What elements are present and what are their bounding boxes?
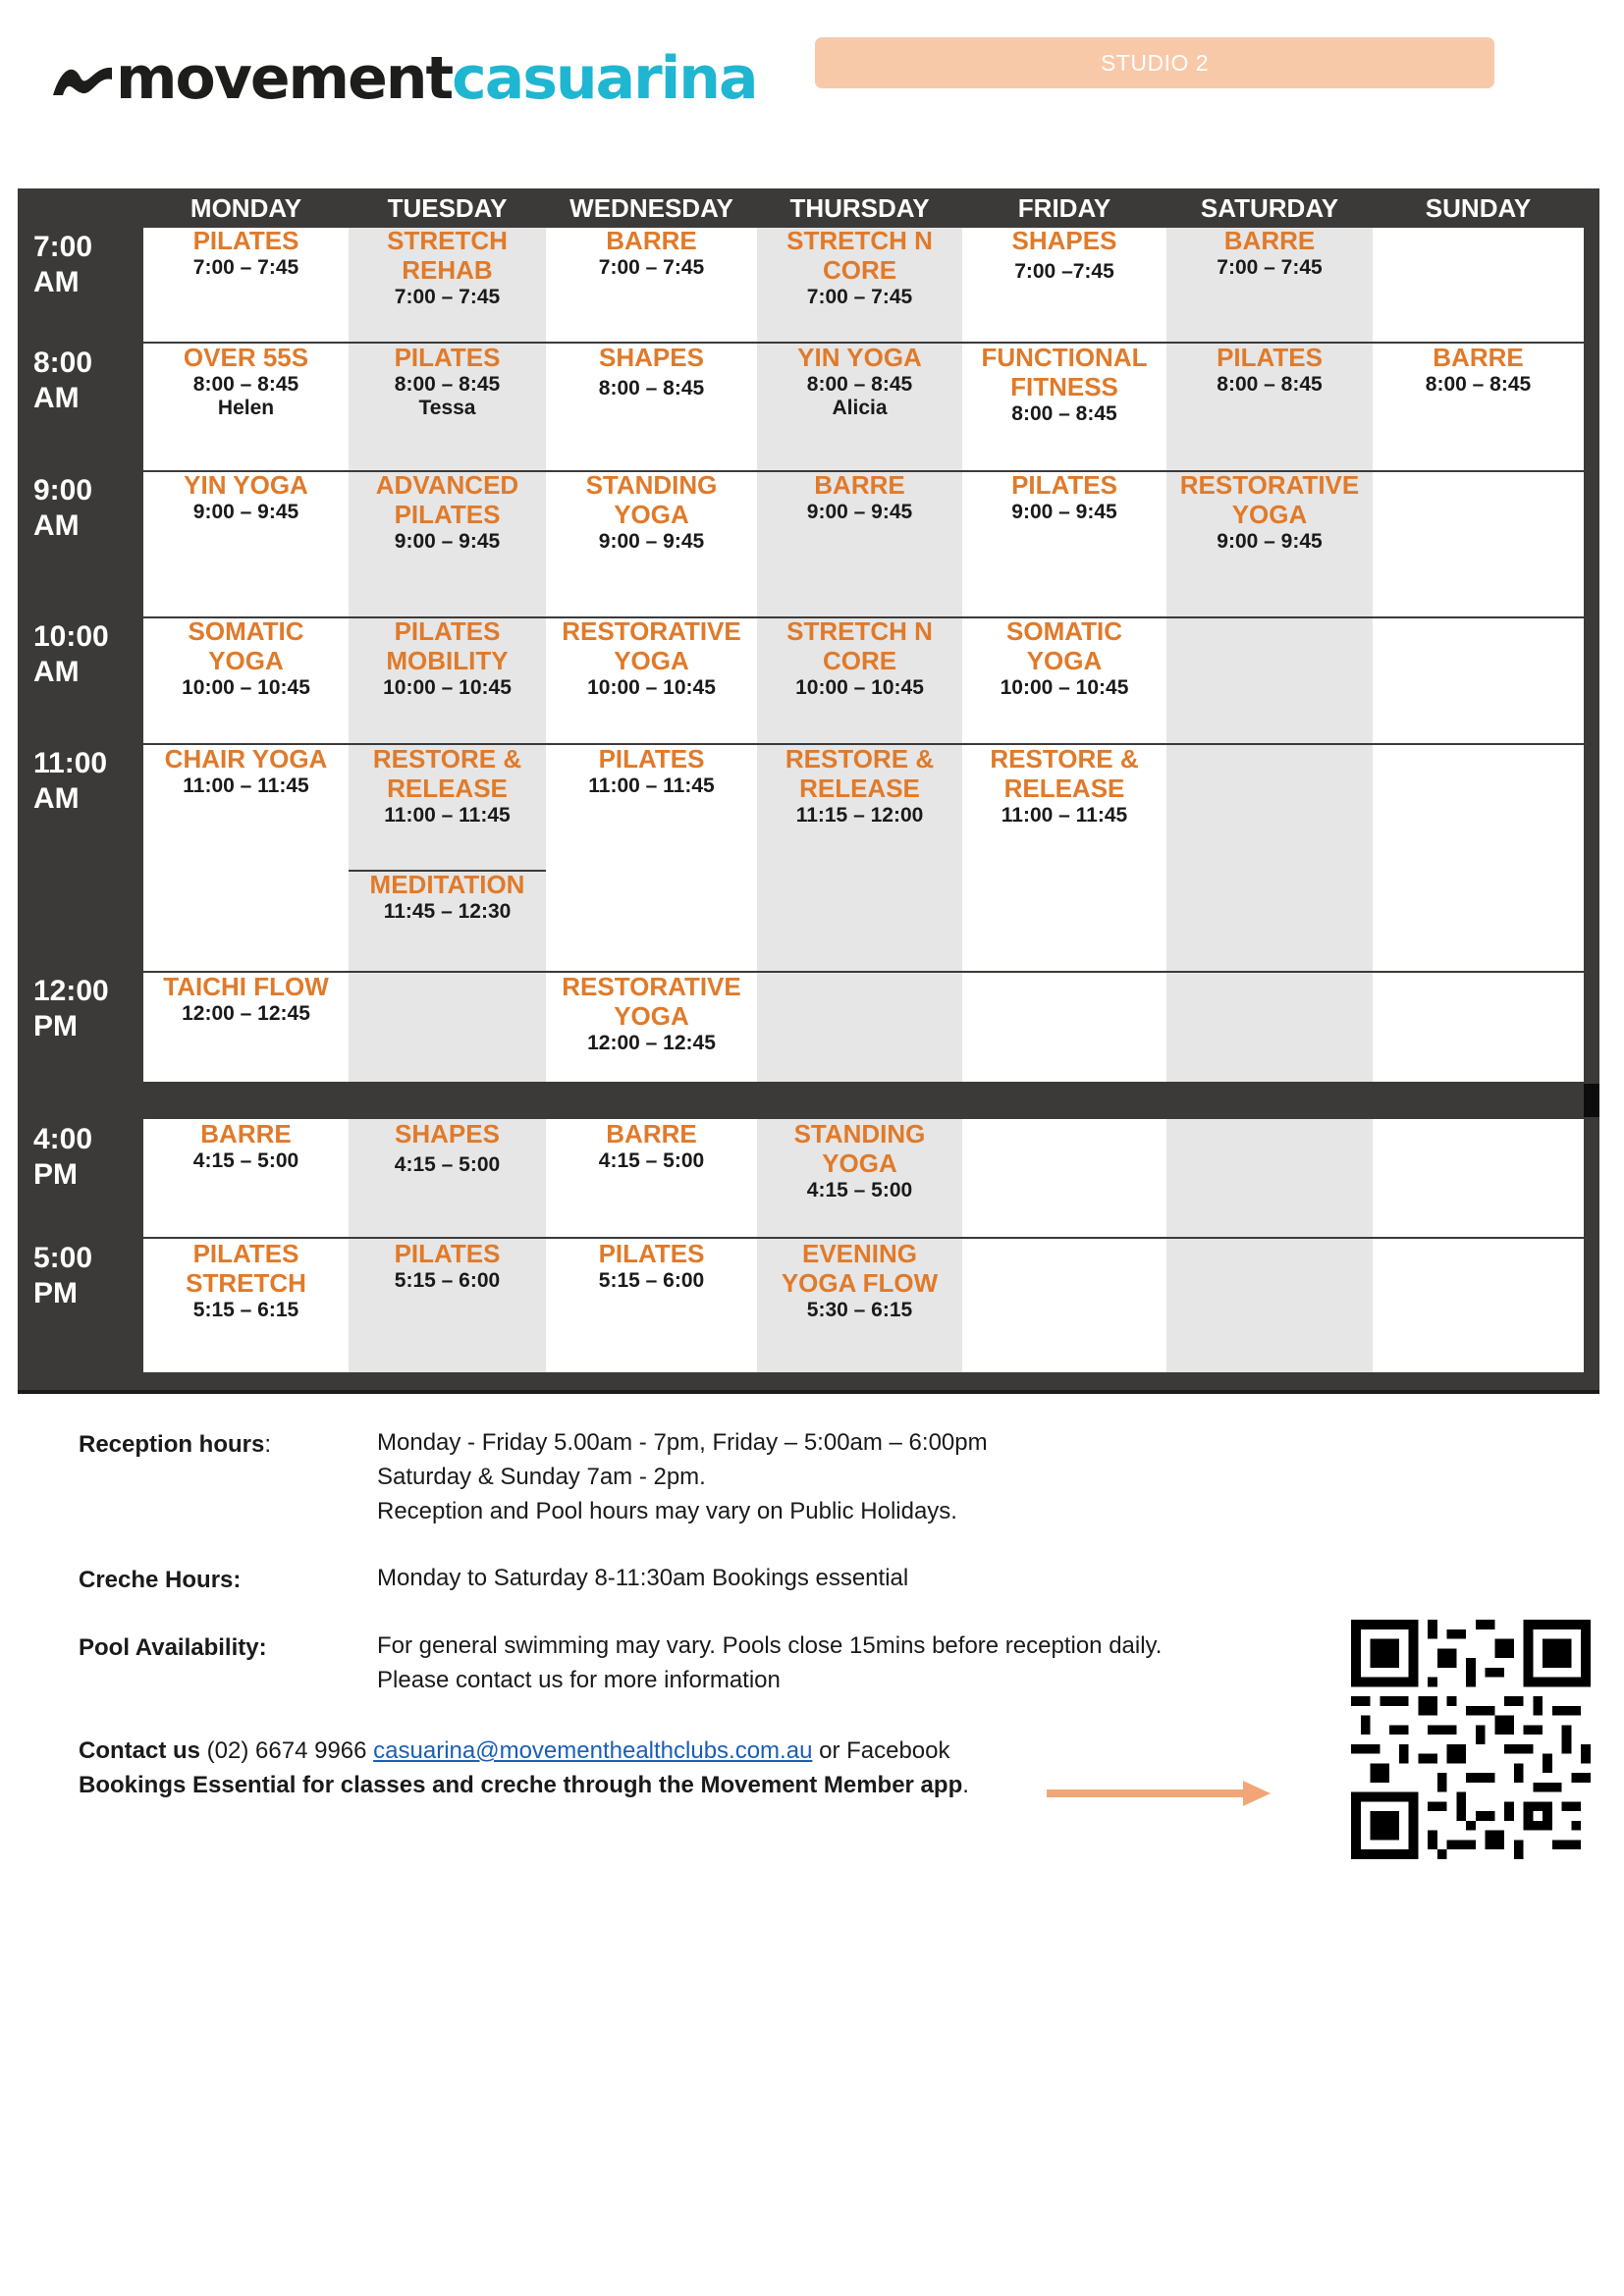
day-header-wednesday: WEDNESDAY [569, 192, 733, 223]
class-sun-8[interactable] [1373, 343, 1584, 397]
reception-label [79, 1431, 271, 1459]
class-name: STANDING [793, 1119, 926, 1148]
reception-line-1: Monday - Friday 5.00am - 7pm, Friday – 5:00am – 6:00pm [377, 1429, 988, 1456]
class-name: YOGA [1231, 500, 1308, 529]
class-time: 12:00 – 12:45 [182, 1002, 310, 1025]
class-thu-4[interactable] [757, 1119, 962, 1202]
class-mon-7[interactable] [143, 226, 349, 280]
class-name: FUNCTIONAL [981, 343, 1148, 372]
contact-email-link[interactable]: casuarina@movementhealthclubs.com.au [373, 1737, 813, 1764]
class-time: 11:00 – 11:45 [183, 774, 309, 797]
class-tue-7[interactable] [349, 226, 546, 309]
class-mon-9[interactable] [143, 470, 349, 524]
time-label-10am [33, 619, 109, 690]
class-wed-5[interactable] [546, 1239, 757, 1293]
class-tue-meditation[interactable] [349, 870, 546, 924]
class-name: TAICHI FLOW [163, 972, 329, 1001]
bookings-dot: . [962, 1772, 969, 1798]
class-fri-8[interactable] [962, 343, 1166, 426]
class-mon-10[interactable] [143, 616, 349, 700]
class-name: SHAPES [395, 1119, 500, 1148]
time-period: AM [33, 382, 80, 414]
time-hour: 11:00 [33, 747, 108, 779]
time-period: AM [33, 782, 80, 815]
brand-word-casuarina: casuarina [452, 44, 757, 113]
class-name: BARRE [1433, 343, 1524, 372]
class-name: STANDING [585, 470, 718, 500]
class-name: PILATES [394, 616, 501, 646]
class-name: YOGA [614, 646, 689, 675]
day-header-saturday: SATURDAY [1200, 192, 1339, 223]
class-time: 8:00 – 8:45 [1011, 402, 1117, 425]
creche-hours: Monday to Saturday 8-11:30am Bookings essential [377, 1565, 909, 1591]
column-saturday [1166, 228, 1373, 1372]
pool-availability [377, 1629, 1162, 1697]
bookings-line [79, 1768, 969, 1802]
time-hour: 9:00 [33, 474, 93, 507]
class-tue-4[interactable] [349, 1119, 546, 1177]
class-time: 5:15 – 6:00 [598, 1269, 705, 1292]
day-header-tuesday: TUESDAY [387, 192, 508, 223]
class-name: STRETCH N [786, 616, 933, 646]
class-name: PILATES [598, 1239, 705, 1268]
class-tue-5[interactable] [349, 1239, 546, 1293]
class-name: YOGA [1026, 646, 1103, 675]
contact-line [79, 1734, 969, 1768]
class-time: 7:00 – 7:45 [1217, 256, 1323, 279]
class-time: 9:00 – 9:45 [806, 501, 913, 523]
class-name: PILATES [192, 226, 299, 255]
class-thu-10[interactable] [757, 616, 962, 700]
class-name: SOMATIC [188, 616, 304, 646]
class-wed-10[interactable] [546, 616, 757, 700]
class-time: 7:00 – 7:45 [394, 286, 501, 308]
class-fri-7[interactable] [962, 226, 1166, 284]
pool-line-1: For general swimming may vary. Pools close 15mins before reception daily. [377, 1632, 1163, 1659]
class-name: STRETCH N [786, 226, 933, 255]
class-name: RELEASE [799, 774, 920, 803]
class-mon-4[interactable] [143, 1119, 349, 1173]
midday-gap-end [1584, 1084, 1599, 1117]
time-hour: 4:00 [33, 1123, 93, 1155]
class-time: 10:00 – 10:45 [383, 676, 512, 699]
class-time: 11:00 – 11:45 [588, 774, 715, 797]
class-mon-8[interactable] [143, 343, 349, 420]
class-time: 8:00 – 8:45 [806, 373, 913, 396]
row-divider [18, 870, 143, 872]
class-name: PILATES [394, 343, 501, 372]
class-time: 11:00 – 11:45 [384, 804, 511, 827]
class-wed-9[interactable] [546, 470, 757, 554]
class-time: 11:00 – 11:45 [1001, 804, 1128, 827]
time-label-4pm [33, 1122, 92, 1193]
class-time: 4:15 – 5:00 [192, 1149, 299, 1172]
class-name: PILATES [192, 1239, 299, 1268]
time-label-7am [33, 230, 92, 300]
class-thu-8[interactable] [757, 343, 962, 420]
class-name: SOMATIC [1006, 616, 1122, 646]
class-name: RESTORE & [372, 744, 522, 774]
class-name: CORE [822, 255, 897, 285]
class-time: 7:00 – 7:45 [192, 256, 299, 279]
class-name: ADVANCED [375, 470, 519, 500]
class-name: MEDITATION [369, 870, 525, 899]
class-tue-10[interactable] [349, 616, 546, 700]
class-time: 4:15 – 5:00 [598, 1149, 705, 1172]
time-label-12pm [33, 974, 109, 1044]
class-name: YIN YOGA [184, 470, 308, 500]
class-time: 12:00 – 12:45 [587, 1032, 716, 1054]
class-name: RESTORATIVE [1179, 470, 1360, 500]
time-hour: 7:00 [33, 231, 93, 263]
day-header-friday: FRIDAY [1017, 192, 1111, 223]
contact-phone: (02) 6674 9966 [200, 1737, 374, 1764]
class-name: YOGA [822, 1148, 897, 1178]
class-sat-8[interactable] [1166, 343, 1373, 397]
class-wed-4[interactable] [546, 1119, 757, 1173]
class-time: 9:00 – 9:45 [192, 501, 299, 523]
timetable-bottom-border [18, 1390, 1599, 1394]
class-thu-9[interactable] [757, 470, 962, 524]
contact-block [79, 1734, 969, 1802]
class-name: BARRE [814, 470, 905, 500]
class-name: RELEASE [1003, 774, 1125, 803]
time-period: PM [33, 1277, 78, 1309]
class-name: STRETCH [387, 226, 508, 255]
time-label-8am [33, 346, 92, 416]
time-hour: 8:00 [33, 347, 93, 379]
day-header-monday: MONDAY [189, 192, 302, 223]
reception-line-2: Saturday & Sunday 7am - 2pm. [377, 1464, 706, 1490]
reception-hours [377, 1425, 988, 1528]
reception-line-3: Reception and Pool hours may vary on Public Holidays. [377, 1498, 957, 1524]
class-name: RELEASE [387, 774, 508, 803]
class-thu-5[interactable] [757, 1239, 962, 1322]
class-name: YIN YOGA [797, 343, 922, 372]
creche-label: Creche Hours: [79, 1567, 242, 1593]
class-name: PILATES [1217, 343, 1323, 372]
class-name: PILATES [394, 1239, 501, 1268]
class-name: BARRE [606, 1119, 697, 1148]
class-name: RESTORATIVE [562, 972, 741, 1001]
class-name: CORE [822, 646, 897, 675]
class-name: CHAIR YOGA [164, 744, 328, 774]
class-thu-11[interactable] [757, 744, 962, 828]
class-name: PILATES [394, 500, 501, 529]
class-time: 10:00 – 10:45 [587, 676, 716, 699]
reception-label-text: Reception hours [79, 1431, 265, 1458]
time-period: AM [33, 509, 80, 542]
class-name: YOGA FLOW [781, 1268, 939, 1298]
contact-label: Contact us [79, 1737, 201, 1764]
class-time: 5:30 – 6:15 [806, 1299, 913, 1321]
class-mon-11[interactable] [143, 744, 349, 798]
class-name: OVER 55S [183, 343, 309, 372]
class-time: 8:00 – 8:45 [394, 373, 501, 396]
class-time: 10:00 – 10:45 [182, 676, 310, 699]
class-instructor: Alicia [832, 397, 888, 419]
class-time: 5:15 – 6:15 [192, 1299, 299, 1321]
time-label-11am [33, 746, 107, 817]
class-thu-7[interactable] [757, 226, 962, 309]
class-sat-9[interactable] [1166, 470, 1373, 554]
timetable [18, 188, 1599, 1394]
class-time: 9:00 – 9:45 [394, 530, 501, 553]
class-mon-12[interactable] [143, 972, 349, 1026]
class-time: 8:00 – 8:45 [192, 373, 299, 396]
arrow-right-icon [1047, 1779, 1272, 1808]
class-time: 8:00 – 8:45 [1425, 373, 1532, 396]
class-name: BARRE [1223, 226, 1316, 255]
class-time: 9:00 – 9:45 [1011, 501, 1117, 523]
class-instructor: Helen [217, 397, 275, 419]
class-name: RESTORATIVE [562, 616, 741, 646]
class-name: STRETCH [186, 1268, 306, 1298]
pool-label: Pool Availability: [79, 1634, 267, 1661]
class-name: RESTORE & [785, 744, 935, 774]
class-time: 11:15 – 12:00 [795, 804, 924, 827]
time-hour: 5:00 [33, 1242, 93, 1274]
class-fri-9[interactable] [962, 470, 1166, 524]
class-name: PILATES [598, 744, 705, 774]
class-name: BARRE [606, 226, 697, 255]
class-name: SHAPES [1011, 226, 1117, 255]
brand-word-movement: movement [116, 44, 453, 113]
day-header-thursday: THURSDAY [789, 192, 930, 223]
class-time: 8:00 – 8:45 [598, 377, 705, 400]
reception-label-colon: : [264, 1431, 272, 1458]
class-wed-11[interactable] [546, 744, 757, 798]
pool-line-2: Please contact us for more information [377, 1667, 781, 1693]
contact-facebook: or Facebook [812, 1737, 950, 1764]
class-name: SHAPES [599, 343, 704, 372]
time-label-9am [33, 473, 92, 544]
class-tue-11[interactable] [349, 744, 546, 828]
class-time: 7:00 – 7:45 [598, 256, 705, 279]
class-time: 10:00 – 10:45 [1000, 676, 1129, 699]
studio-badge: STUDIO 2 [815, 37, 1494, 88]
qr-code-icon [1351, 1620, 1591, 1859]
class-wed-12[interactable] [546, 972, 757, 1055]
class-instructor: Tessa [418, 397, 476, 419]
column-sunday [1373, 228, 1584, 1372]
time-hour: 10:00 [33, 620, 109, 653]
class-wed-7[interactable] [546, 226, 757, 280]
class-name: PILATES [1011, 470, 1117, 500]
brand-logo [51, 39, 757, 118]
class-sat-7[interactable] [1166, 226, 1373, 280]
class-time: 7:00 –7:45 [1014, 260, 1114, 283]
class-name: RESTORE & [990, 744, 1139, 774]
bookings-text: Bookings Essential for classes and creche through the Movement Member app [79, 1772, 963, 1798]
class-time: 10:00 – 10:45 [795, 676, 924, 699]
time-label-5pm [33, 1241, 92, 1311]
class-fri-11[interactable] [962, 744, 1166, 828]
class-time: 4:15 – 5:00 [806, 1179, 913, 1201]
time-period: PM [33, 1158, 78, 1191]
class-tue-9[interactable] [349, 470, 546, 554]
class-time: 8:00 – 8:45 [1217, 373, 1323, 396]
class-time: 7:00 – 7:45 [806, 286, 913, 308]
class-name: REHAB [402, 255, 493, 285]
class-name: EVENING [801, 1239, 918, 1268]
time-period: PM [33, 1010, 78, 1042]
class-name: YOGA [208, 646, 284, 675]
class-name: MOBILITY [386, 646, 509, 675]
class-time: 4:15 – 5:00 [394, 1153, 501, 1176]
class-time: 9:00 – 9:45 [1217, 530, 1323, 553]
time-period: AM [33, 656, 80, 688]
class-time: 9:00 – 9:45 [598, 530, 705, 553]
time-hour: 12:00 [33, 975, 109, 1007]
time-period: AM [33, 266, 80, 298]
class-fri-10[interactable] [962, 616, 1166, 700]
class-name: YOGA [614, 1001, 689, 1031]
class-name: YOGA [614, 500, 689, 529]
class-wed-8[interactable] [546, 343, 757, 400]
class-mon-5[interactable] [143, 1239, 349, 1322]
wave-logo-icon [51, 56, 114, 101]
midday-gap-bar [18, 1082, 1599, 1119]
class-tue-8[interactable] [349, 343, 546, 420]
class-time: 5:15 – 6:00 [394, 1269, 501, 1292]
class-name: FITNESS [1010, 372, 1118, 401]
class-name: BARRE [200, 1119, 292, 1148]
class-time: 11:45 – 12:30 [383, 900, 512, 923]
day-header-sunday: SUNDAY [1425, 192, 1532, 223]
